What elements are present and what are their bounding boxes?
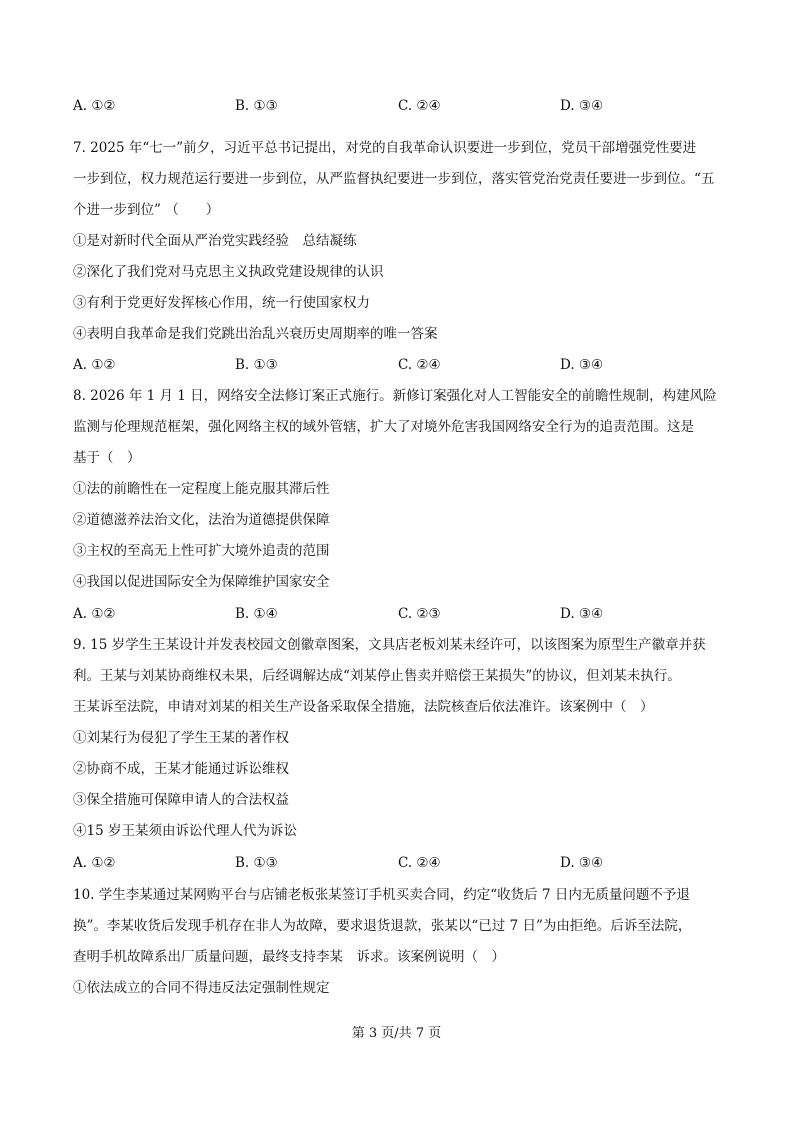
question-stem-line: 个进一步到位” （ ） [73, 202, 220, 218]
question-stem-line: 9. 15 岁学生王某设计并发表校园文创徽章图案，文具店老板刘某未经许可，以该图案为原型生产徽章并获 [73, 637, 706, 653]
option-a: A. ①② [73, 98, 116, 114]
statement-item: ①是对新时代全面从严治党实践经验 总结凝练 [73, 233, 357, 249]
statement-item: ③有利于党更好发挥核心作用，统一行使国家权力 [73, 295, 370, 311]
options-row [73, 853, 733, 873]
option-d: D. ③④ [560, 357, 604, 373]
statement-item: ②道德滋养法治文化，法治为道德提供保障 [73, 512, 330, 528]
statement-item: ②深化了我们党对马克思主义执政党建设规律的认识 [73, 264, 384, 280]
options-row [73, 355, 733, 375]
option-c: C. ②③ [398, 606, 441, 622]
option-c: C. ②④ [398, 98, 441, 114]
option-a: A. ①② [73, 606, 116, 622]
option-c: C. ②④ [398, 357, 441, 373]
option-c: C. ②④ [398, 855, 441, 871]
option-b: B. ①③ [235, 98, 278, 114]
option-d: D. ③④ [560, 98, 604, 114]
option-d: D. ③④ [560, 855, 604, 871]
option-b: B. ①④ [235, 606, 278, 622]
question-stem-line: 10. 学生李某通过某网购平台与店铺老板张某签订手机买卖合同，约定“收货后 7 日内无质量问题不予退 [73, 887, 690, 903]
option-b: B. ①③ [235, 357, 278, 373]
statement-item: ④表明自我革命是我们党跳出治乱兴衰历史周期率的唯一答案 [73, 326, 438, 342]
question-stem-line: 查明手机故障系出厂质量问题，最终支持李某 诉求。该案例说明（ ） [73, 949, 505, 965]
option-b: B. ①③ [235, 855, 278, 871]
question-stem-line: 基于（ ） [73, 450, 141, 466]
question-stem-line: 王某诉至法院，申请对刘某的相关生产设备采取保全措施，法院核查后依法准许。该案例中（ ） [73, 699, 654, 715]
statement-item: ③主权的至高无上性可扩大境外追责的范围 [73, 543, 330, 559]
question-stem-line: 8. 2026 年 1 月 1 日，网络安全法修订案正式施行。新修订案强化对人工智能安全的前瞻性规制，构建风险 [73, 388, 717, 404]
question-stem-line: 监测与伦理规范框架，强化网络主权的域外管辖，扩大了对境外危害我国网络安全行为的追责范围。这是 [73, 419, 694, 435]
question-stem-line: 7. 2025 年“七一”前夕，习近平总书记提出，对党的自我革命认识要进一步到位，党员干部增强党性要进 [73, 140, 697, 156]
statement-item: ②协商不成，王某才能通过诉讼维权 [73, 761, 289, 777]
statement-item: ①刘某行为侵犯了学生王某的著作权 [73, 730, 289, 746]
statement-item: ③保全措施可保障申请人的合法权益 [73, 792, 289, 808]
statement-item: ①法的前瞻性在一定程度上能克服其滞后性 [73, 481, 330, 497]
options-row [73, 604, 733, 624]
page-footer: 第 3 页/共 7 页 [351, 1026, 442, 1041]
statement-item: ④我国以促进国际安全为保障维护国家安全 [73, 574, 330, 590]
option-a: A. ①② [73, 855, 116, 871]
statement-item: ④15 岁王某须由诉讼代理人代为诉讼 [73, 823, 297, 839]
question-stem-line: 换”。李某收货后发现手机存在非人为故障，要求退货退款，张某以“已过 7 日”为由拒绝。后诉至法院， [73, 918, 692, 934]
statement-item: ①依法成立的合同不得违反法定强制性规定 [73, 980, 330, 996]
options-row [73, 96, 733, 116]
question-stem-line: 利。王某与刘某协商维权未果，后经调解达成“刘某停止售卖并赔偿王某损失”的协议，但刘某未执行。 [73, 668, 681, 684]
question-stem-line: 一步到位，权力规范运行要进一步到位，从严监督执纪要进一步到位，落实管党治党责任要进一步到位。“五 [73, 171, 715, 187]
option-d: D. ③④ [560, 606, 604, 622]
option-a: A. ①② [73, 357, 116, 373]
